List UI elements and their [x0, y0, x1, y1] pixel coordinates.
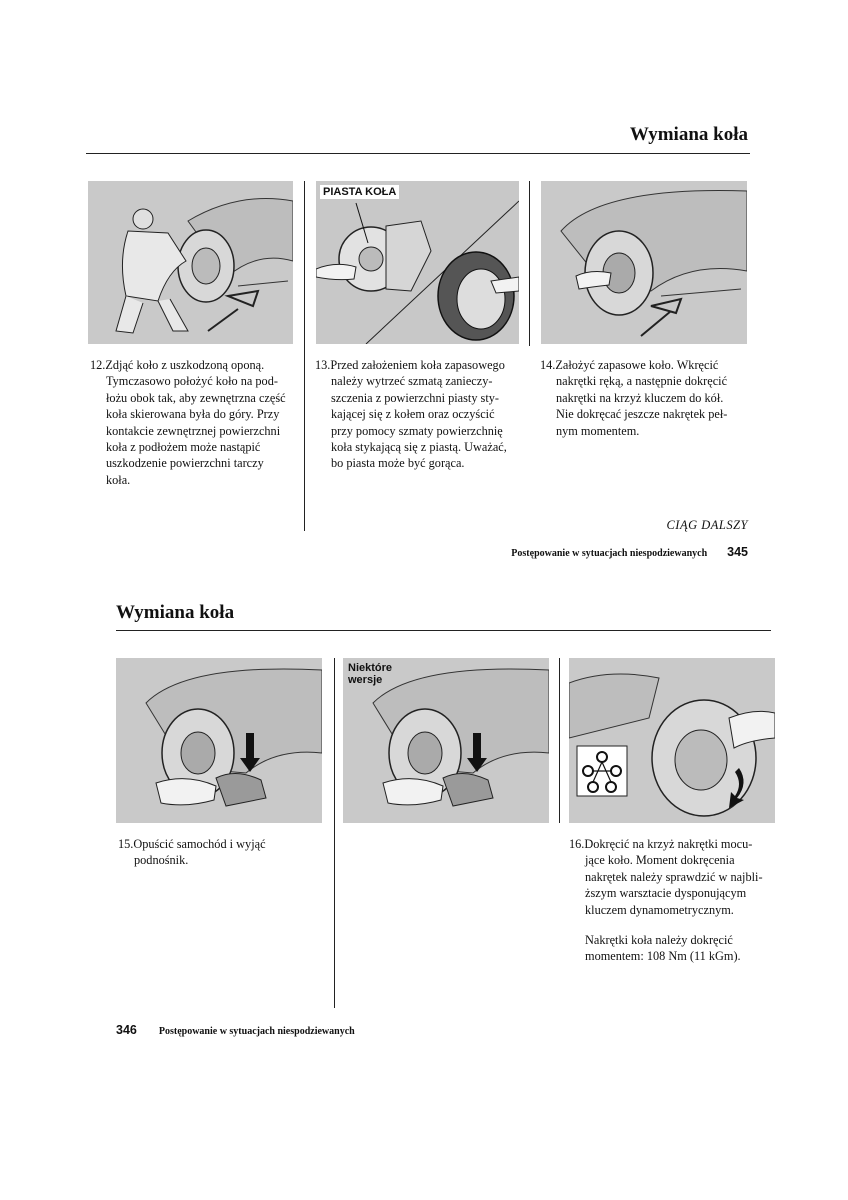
illustration-lower-car-variant [343, 658, 549, 823]
mount-spare-wheel-illustration [541, 181, 747, 344]
step-13 [315, 357, 523, 472]
torque-note: Nakrętki koła należy dokręcić momentem: 108 Nm (11 kGm). [585, 933, 741, 964]
illustration-lower-car [116, 658, 322, 823]
versions-label: Niektóre wersje [348, 662, 393, 686]
page-title: Wymiana koła [116, 602, 235, 623]
step-text: 15.Opuścić samochód i wyjąć podnośnik. [118, 837, 266, 868]
hub-label: PIASTA KOŁA [320, 185, 399, 199]
illustration-torque-nuts [569, 658, 775, 823]
title-rule [86, 153, 750, 154]
column-divider [334, 658, 335, 1008]
page-number: 346 [116, 1023, 137, 1037]
illustration-wheel-hub [316, 181, 519, 344]
page-title: Wymiana koła [629, 124, 748, 145]
step-16 [569, 836, 774, 965]
column-divider [559, 658, 560, 823]
illustration-remove-wheel [88, 181, 293, 344]
page-footer [511, 545, 748, 559]
title-rule [116, 630, 771, 631]
footer-section: Postępowanie w sytuacjach niespodziewanych [158, 1026, 355, 1037]
torque-nuts-illustration [569, 658, 775, 823]
step-15 [118, 836, 323, 869]
step-text: 13.Przed założeniem koła zapasowego należy wytrzeć szmatą zanieczy- szczenia z powierzchni piasty sty- kającej się z kołem oraz oczyścić przy pomocy szmaty powierzchnię koła stykającą się z piastą. Uważać, bo piasta może być gorąca. [315, 358, 507, 471]
lower-car-illustration [116, 658, 322, 823]
footer-section: Postępowanie w sytuacjach niespodziewanych [511, 548, 708, 559]
step-text: 12.Zdjąć koło z uszkodzoną oponą. Tymczasowo położyć koło na pod- łożu obok tak, aby zewnętrzna część koła skierowana była do góry. Przy kontakcie zewnętrznej powierzchni koła z podłożem może nastąpić uszkodzenie powierzchni tarczy koła. [90, 358, 286, 487]
step-14 [540, 357, 750, 439]
illustration-mount-spare [541, 181, 747, 344]
page-footer [116, 1023, 355, 1037]
column-divider [529, 181, 530, 346]
continued-label: CIĄG DALSZY [666, 518, 748, 532]
page-number: 345 [727, 545, 748, 559]
step-text: 16.Dokręcić na krzyż nakrętki mocu- jące koło. Moment dokręcenia nakrętek należy sprawdzić w najbli- ższym warsztacie dysponującym kluczem dynamometrycznym. [569, 837, 763, 917]
step-text: 14.Założyć zapasowe koło. Wkręcić nakrętki ręką, a następnie dokręcić nakrętki na krzyż kluczem do kół. Nie dokręcać jeszcze nakrętek peł- nym momentem. [540, 358, 728, 438]
hub-cleaning-illustration [316, 181, 519, 344]
column-divider [304, 181, 305, 531]
mechanic-removing-wheel-illustration [88, 181, 293, 344]
step-12 [90, 357, 295, 488]
